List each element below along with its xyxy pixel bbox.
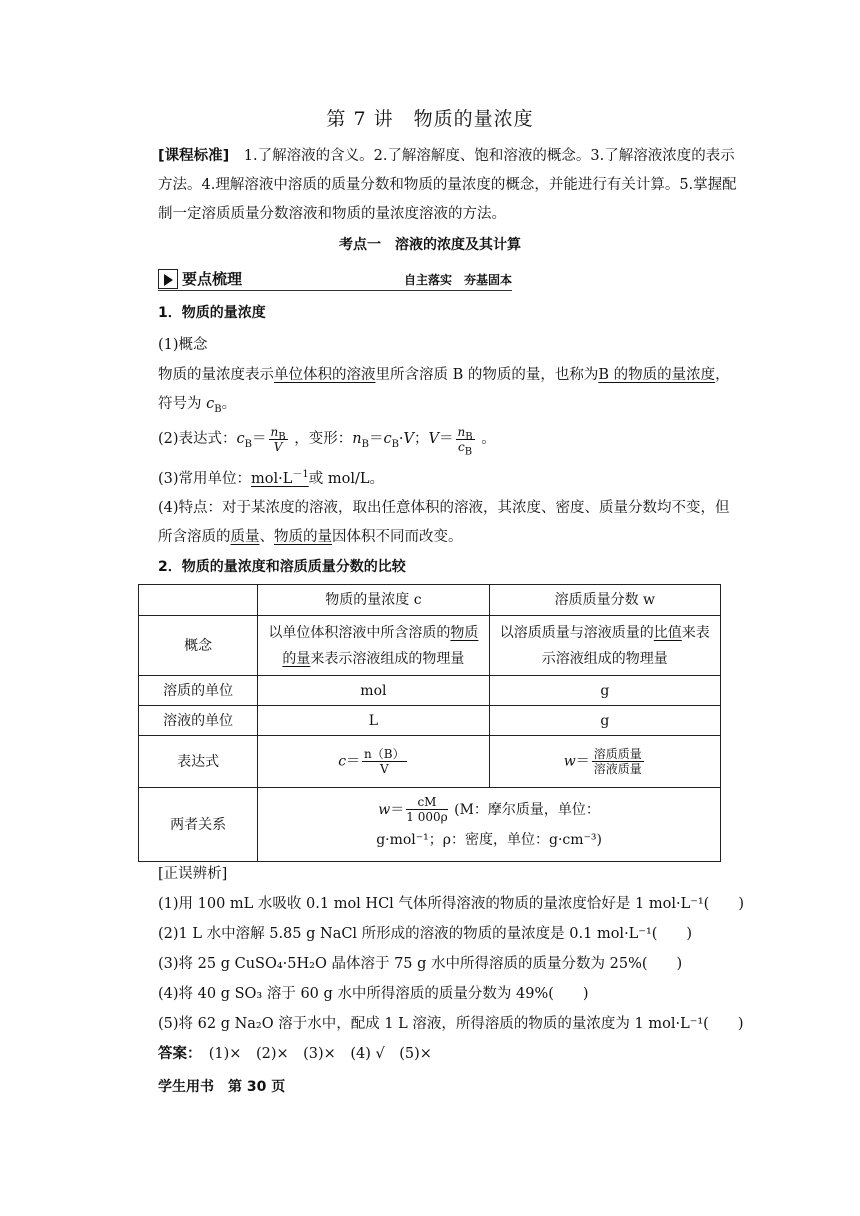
cell-concept-w: 以溶质质量与溶液质量的比值来表示溶液组成的物理量 <box>489 616 720 676</box>
feature-underline-1: 质量 <box>230 529 260 545</box>
course-standard-label: [课程标准] <box>158 148 230 164</box>
rel-den: 1 000ρ <box>406 810 448 824</box>
list-item: (3)将 25 g CuSO₄·5H₂O 晶体溶于 75 g 水中所得溶质的质量分数为 25%( ) <box>158 956 683 972</box>
banner-subtitle: 自主落实 夯基固本 <box>403 273 512 287</box>
page-footer: 学生用书 第 30 页 <box>158 1079 286 1095</box>
cell-solution-c: L <box>258 706 489 736</box>
expression-mid: ，变形： <box>294 431 353 447</box>
kaodian-heading: 考点一 溶液的浓度及其计算 <box>339 237 521 253</box>
unit-line <box>158 466 384 492</box>
cell-concept-c: 以单位体积溶液中所含溶质的物质的量来表示溶液组成的物理量 <box>258 616 489 676</box>
section-banner <box>158 268 512 291</box>
concept-paragraph <box>158 361 738 419</box>
expr-w-den: 溶液质量 <box>593 762 642 776</box>
header-w: 溶质质量分数 w <box>489 585 720 616</box>
section2-heading: 2．物质的量浓度和溶质质量分数的比较 <box>158 559 406 575</box>
row-label-expr: 表达式 <box>139 736 258 788</box>
rel-num: cM <box>406 796 447 810</box>
expression-label: (2)表达式： <box>158 431 237 447</box>
expr-w-num: 溶质质量 <box>593 747 642 761</box>
unit-sup: －1 <box>292 469 309 481</box>
expression-end: 。 <box>481 431 496 447</box>
feature-text-b: 因体积不同而改变。 <box>332 529 463 545</box>
concept-underline-2: B 的物质的量浓度 <box>598 367 716 383</box>
table-row <box>139 736 721 788</box>
expr-c-num: n（B） <box>364 747 405 761</box>
cell-expr-c: c＝ $\frac{n(B)}{V}$ <box>258 736 489 788</box>
banner-label: 要点梳理 <box>182 270 243 288</box>
cell-solution-w: g <box>489 706 720 736</box>
row-label-concept: 概念 <box>139 616 258 676</box>
section1-heading: 1．物质的量浓度 <box>158 305 266 321</box>
row-label-solute-unit: 溶质的单位 <box>139 676 258 706</box>
list-item: (5)将 62 g Na₂O 溶于水中，配成 1 L 溶液，所得溶质的物质的量浓度为 1 mol·L⁻¹( ) <box>158 1016 744 1032</box>
play-icon <box>158 269 178 289</box>
formula-v-frac: $\frac{n_B}{c_B}$ <box>457 424 473 457</box>
table-corner <box>139 585 258 616</box>
feature-underline-2: 物质的量 <box>274 529 332 545</box>
course-standard-text: 1.了解溶液的含义。2.了解溶解度、饱和溶液的概念。3.了解溶液浓度的表示方法。4.理解溶液中溶质的质量分数和物质的量浓度的概念，并能进行有关计算。5.掌握配制一定溶质质量分数溶液和物质的量浓度溶液的方法。 <box>158 148 737 222</box>
table-row <box>139 788 721 862</box>
page-title: 第 7 讲 物质的量浓度 <box>326 108 534 130</box>
concept-underline-1: 单位体积的溶液 <box>274 367 376 383</box>
row-label-solution-unit: 溶液的单位 <box>139 706 258 736</box>
feature-text-a: (4)特点：对于某浓度的溶液，取出任意体积的溶液，其浓度、密度、质量分数均不变，但所含溶质的 <box>158 500 730 545</box>
table-row <box>139 706 721 736</box>
course-standard <box>158 142 738 229</box>
concept-label: (1)概念 <box>158 337 208 353</box>
unit-label: (3)常用单位： <box>158 471 252 487</box>
unit-rest: 或 mol/L。 <box>308 471 385 487</box>
answer-line <box>158 1040 432 1069</box>
unit-underline: mol·L <box>251 471 293 487</box>
concept-text-b: 里所含溶质 B 的物质的量，也称为 <box>375 367 599 383</box>
answer-text: (1)× (2)× (3)× (4) √ (5)× <box>194 1046 432 1062</box>
list-item: (1)用 100 mL 水吸收 0.1 mol HCl 气体所得溶液的物质的量浓度恰好是 1 mol·L⁻¹( ) <box>158 896 744 912</box>
table-row <box>139 616 721 676</box>
judge-label: [正误辨析] <box>158 866 228 882</box>
concept-text-end: 。 <box>221 396 237 412</box>
list-item: (2)1 L 水中溶解 5.85 g NaCl 所形成的溶液的物质的量浓度是 0.1 mol·L⁻¹( ) <box>158 926 693 942</box>
answer-label: 答案： <box>158 1046 195 1062</box>
row-label-relation: 两者关系 <box>139 788 258 862</box>
table-row <box>139 676 721 706</box>
concept-symbol: c <box>206 396 215 412</box>
list-item: (4)将 40 g SO₃ 溶于 60 g 水中所得溶质的质量分数为 49%( ) <box>158 986 589 1002</box>
header-c: 物质的量浓度 c <box>258 585 489 616</box>
cell-expr-w: w＝ $\frac{\text{溶质质量}}{\text{溶液质量}}$ <box>489 736 720 788</box>
expr-c-den: V <box>379 762 389 776</box>
cell-solute-c: mol <box>258 676 489 706</box>
relation-note-2: g·mol⁻¹；ρ：密度，单位：g·cm⁻³) <box>376 831 603 848</box>
feature-paragraph <box>158 494 738 552</box>
feature-sep: 、 <box>259 529 274 545</box>
comparison-table <box>138 584 721 862</box>
concept-text-a: 物质的量浓度表示 <box>158 367 274 383</box>
expression-line: (2)表达式：$c_B=$ $\frac{n_B}{V}$ ，变形：$n_B=c_B\cdot V$；V＝ $\frac{n_B}{c_B}$ 。 <box>158 424 496 457</box>
formula-c-frac: $\frac{n_B}{V}$ <box>270 424 286 454</box>
relation-note-1: (M：摩尔质量，单位： <box>454 801 600 818</box>
concept-symbol-sub: B <box>214 403 222 415</box>
cell-relation: w＝ $\frac{cM}{1 000\rho}$ (M：摩尔质量，单位： g·mol⁻¹；ρ：密度，单位：g·cm⁻³) <box>258 788 721 862</box>
table-row <box>139 585 721 616</box>
cell-solute-w: g <box>489 676 720 706</box>
concept-text-c: ，符号为 <box>158 367 730 412</box>
